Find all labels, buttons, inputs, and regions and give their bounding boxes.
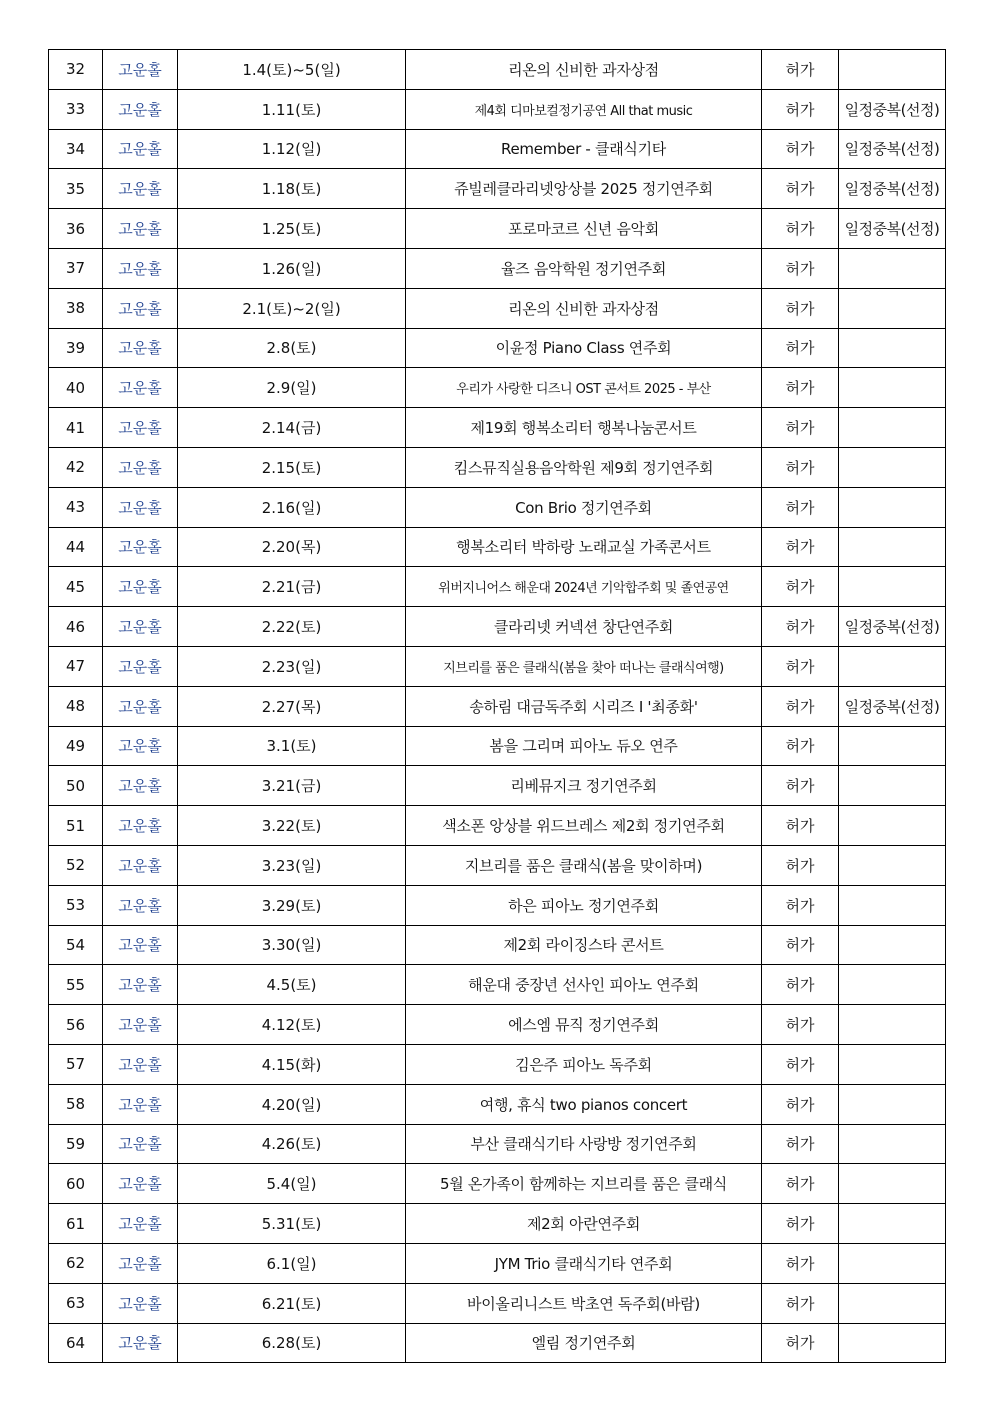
row-number: 34 [49,129,103,169]
row-number: 62 [49,1243,103,1283]
status-cell: 허가 [762,1283,839,1323]
note-cell: 일정중복(선정) [839,169,946,209]
title-cell: 리베뮤지크 정기연주회 [406,766,762,806]
note-cell: 일정중복(선정) [839,89,946,129]
note-cell [839,1283,946,1323]
note-cell [839,1164,946,1204]
date-cell: 2.27(목) [178,686,406,726]
row-number: 54 [49,925,103,965]
table-row [49,965,946,1005]
venue-cell: 고운홀 [103,1005,178,1045]
venue-cell: 고운홀 [103,50,178,90]
table-row [49,447,946,487]
row-number: 64 [49,1323,103,1363]
title-cell: 봄을 그리며 피아노 듀오 연주 [406,726,762,766]
table-row [49,806,946,846]
table-row [49,885,946,925]
title-cell: 제2회 라이징스타 콘서트 [406,925,762,965]
note-cell [839,328,946,368]
venue-cell: 고운홀 [103,1164,178,1204]
table-row [49,328,946,368]
schedule-table [48,49,946,1363]
venue-cell: 고운홀 [103,885,178,925]
status-cell: 허가 [762,368,839,408]
note-cell [839,885,946,925]
venue-cell: 고운홀 [103,447,178,487]
title-cell: 제19회 행복소리터 행복나눔콘서트 [406,408,762,448]
status-cell: 허가 [762,1204,839,1244]
status-cell: 허가 [762,447,839,487]
table-row [49,1124,946,1164]
venue-cell: 고운홀 [103,1243,178,1283]
title-cell: 김은주 피아노 독주회 [406,1044,762,1084]
date-cell: 1.11(토) [178,89,406,129]
table-row [49,368,946,408]
note-cell [839,288,946,328]
row-number: 51 [49,806,103,846]
title-cell: 제4회 디마보컬정기공연 All that music [406,89,762,129]
date-cell: 2.15(토) [178,447,406,487]
table-row [49,1084,946,1124]
date-cell: 3.23(일) [178,845,406,885]
note-cell [839,1084,946,1124]
note-cell [839,1044,946,1084]
row-number: 50 [49,766,103,806]
venue-cell: 고운홀 [103,169,178,209]
row-number: 40 [49,368,103,408]
date-cell: 4.5(토) [178,965,406,1005]
venue-cell: 고운홀 [103,1323,178,1363]
row-number: 39 [49,328,103,368]
status-cell: 허가 [762,686,839,726]
date-cell: 2.9(일) [178,368,406,408]
status-cell: 허가 [762,726,839,766]
date-cell: 1.18(토) [178,169,406,209]
status-cell: 허가 [762,209,839,249]
table-row [49,209,946,249]
date-cell: 4.12(토) [178,1005,406,1045]
table-row [49,1243,946,1283]
row-number: 57 [49,1044,103,1084]
title-cell: 여행, 휴식 two pianos concert [406,1084,762,1124]
venue-cell: 고운홀 [103,845,178,885]
row-number: 32 [49,50,103,90]
row-number: 43 [49,487,103,527]
venue-cell: 고운홀 [103,925,178,965]
date-cell: 4.20(일) [178,1084,406,1124]
row-number: 38 [49,288,103,328]
note-cell [839,1323,946,1363]
note-cell [839,527,946,567]
row-number: 61 [49,1204,103,1244]
date-cell: 2.23(일) [178,646,406,686]
venue-cell: 고운홀 [103,766,178,806]
row-number: 63 [49,1283,103,1323]
title-cell: 송하림 대금독주회 시리즈 I '최종화' [406,686,762,726]
table-row [49,1204,946,1244]
table-row [49,726,946,766]
row-number: 56 [49,1005,103,1045]
note-cell [839,447,946,487]
table-row [49,89,946,129]
status-cell: 허가 [762,527,839,567]
row-number: 45 [49,567,103,607]
note-cell: 일정중복(선정) [839,686,946,726]
title-cell: 5월 온가족이 함께하는 지브리를 품은 클래식 [406,1164,762,1204]
date-cell: 2.1(토)~2(일) [178,288,406,328]
status-cell: 허가 [762,1084,839,1124]
venue-cell: 고운홀 [103,1204,178,1244]
venue-cell: 고운홀 [103,726,178,766]
status-cell: 허가 [762,567,839,607]
row-number: 36 [49,209,103,249]
table-row [49,288,946,328]
title-cell: Con Brio 정기연주회 [406,487,762,527]
title-cell: 이윤정 Piano Class 연주회 [406,328,762,368]
table-row [49,845,946,885]
note-cell [839,646,946,686]
date-cell: 3.21(금) [178,766,406,806]
title-cell: 클라리넷 커넥션 창단연주회 [406,607,762,647]
table-row [49,1283,946,1323]
status-cell: 허가 [762,248,839,288]
status-cell: 허가 [762,169,839,209]
date-cell: 5.31(토) [178,1204,406,1244]
date-cell: 6.21(토) [178,1283,406,1323]
table-row [49,766,946,806]
status-cell: 허가 [762,1044,839,1084]
date-cell: 2.8(토) [178,328,406,368]
row-number: 59 [49,1124,103,1164]
status-cell: 허가 [762,129,839,169]
venue-cell: 고운홀 [103,527,178,567]
table-row [49,607,946,647]
date-cell: 2.22(토) [178,607,406,647]
venue-cell: 고운홀 [103,1084,178,1124]
date-cell: 1.25(토) [178,209,406,249]
title-cell: 우리가 사랑한 디즈니 OST 콘서트 2025 - 부산 [406,368,762,408]
row-number: 48 [49,686,103,726]
row-number: 52 [49,845,103,885]
title-cell: 쥬빌레클라리넷앙상블 2025 정기연주회 [406,169,762,209]
title-cell: 지브리를 품은 클래식(봄을 맞이하며) [406,845,762,885]
status-cell: 허가 [762,965,839,1005]
venue-cell: 고운홀 [103,607,178,647]
table-row [49,487,946,527]
table-row [49,1044,946,1084]
note-cell [839,1124,946,1164]
venue-cell: 고운홀 [103,965,178,1005]
table-row [49,248,946,288]
status-cell: 허가 [762,288,839,328]
venue-cell: 고운홀 [103,1044,178,1084]
note-cell [839,1204,946,1244]
date-cell: 2.21(금) [178,567,406,607]
table-row [49,567,946,607]
venue-cell: 고운홀 [103,89,178,129]
venue-cell: 고운홀 [103,646,178,686]
note-cell: 일정중복(선정) [839,607,946,647]
note-cell [839,845,946,885]
title-cell: 엘림 정기연주회 [406,1323,762,1363]
date-cell: 4.15(화) [178,1044,406,1084]
row-number: 47 [49,646,103,686]
status-cell: 허가 [762,50,839,90]
row-number: 55 [49,965,103,1005]
title-cell: 지브리를 품은 클래식(봄을 찾아 떠나는 클래식여행) [406,646,762,686]
note-cell [839,1005,946,1045]
note-cell [839,567,946,607]
note-cell [839,487,946,527]
date-cell: 2.14(금) [178,408,406,448]
venue-cell: 고운홀 [103,567,178,607]
status-cell: 허가 [762,646,839,686]
row-number: 53 [49,885,103,925]
row-number: 35 [49,169,103,209]
row-number: 37 [49,248,103,288]
row-number: 33 [49,89,103,129]
status-cell: 허가 [762,408,839,448]
status-cell: 허가 [762,1005,839,1045]
table-row [49,686,946,726]
title-cell: 리온의 신비한 과자상점 [406,50,762,90]
venue-cell: 고운홀 [103,408,178,448]
row-number: 41 [49,408,103,448]
venue-cell: 고운홀 [103,209,178,249]
row-number: 44 [49,527,103,567]
title-cell: 킴스뮤직실용음악학원 제9회 정기연주회 [406,447,762,487]
title-cell: 에스엠 뮤직 정기연주회 [406,1005,762,1045]
title-cell: Remember - 클래식기타 [406,129,762,169]
note-cell [839,368,946,408]
venue-cell: 고운홀 [103,1124,178,1164]
venue-cell: 고운홀 [103,129,178,169]
title-cell: 부산 클래식기타 사랑방 정기연주회 [406,1124,762,1164]
status-cell: 허가 [762,607,839,647]
row-number: 58 [49,1084,103,1124]
table-row [49,1164,946,1204]
status-cell: 허가 [762,806,839,846]
status-cell: 허가 [762,845,839,885]
date-cell: 6.28(토) [178,1323,406,1363]
title-cell: 율즈 음악학원 정기연주회 [406,248,762,288]
status-cell: 허가 [762,1243,839,1283]
note-cell [839,248,946,288]
note-cell [839,726,946,766]
note-cell [839,408,946,448]
date-cell: 3.1(토) [178,726,406,766]
title-cell: 위버지니어스 해운대 2024년 기악합주회 및 졸연공연 [406,567,762,607]
status-cell: 허가 [762,1124,839,1164]
status-cell: 허가 [762,89,839,129]
table-row [49,129,946,169]
venue-cell: 고운홀 [103,328,178,368]
venue-cell: 고운홀 [103,686,178,726]
date-cell: 2.16(일) [178,487,406,527]
status-cell: 허가 [762,1323,839,1363]
table-row [49,169,946,209]
note-cell [839,806,946,846]
note-cell [839,1243,946,1283]
table-row [49,1323,946,1363]
date-cell: 3.29(토) [178,885,406,925]
date-cell: 1.4(토)~5(일) [178,50,406,90]
title-cell: 해운대 중장년 선사인 피아노 연주회 [406,965,762,1005]
date-cell: 4.26(토) [178,1124,406,1164]
title-cell: 색소폰 앙상블 위드브레스 제2회 정기연주회 [406,806,762,846]
title-cell: 하은 피아노 정기연주회 [406,885,762,925]
status-cell: 허가 [762,1164,839,1204]
date-cell: 6.1(일) [178,1243,406,1283]
note-cell: 일정중복(선정) [839,129,946,169]
note-cell [839,766,946,806]
venue-cell: 고운홀 [103,288,178,328]
date-cell: 3.30(일) [178,925,406,965]
status-cell: 허가 [762,328,839,368]
table-row [49,1005,946,1045]
table-row [49,408,946,448]
title-cell: 포로마코르 신년 음악회 [406,209,762,249]
venue-cell: 고운홀 [103,487,178,527]
venue-cell: 고운홀 [103,806,178,846]
date-cell: 3.22(토) [178,806,406,846]
title-cell: 제2회 아란연주회 [406,1204,762,1244]
note-cell: 일정중복(선정) [839,209,946,249]
status-cell: 허가 [762,925,839,965]
table-row [49,527,946,567]
table-row [49,646,946,686]
table-row [49,925,946,965]
date-cell: 1.26(일) [178,248,406,288]
row-number: 49 [49,726,103,766]
row-number: 60 [49,1164,103,1204]
date-cell: 2.20(목) [178,527,406,567]
venue-cell: 고운홀 [103,248,178,288]
venue-cell: 고운홀 [103,1283,178,1323]
status-cell: 허가 [762,766,839,806]
note-cell [839,925,946,965]
note-cell [839,50,946,90]
date-cell: 1.12(일) [178,129,406,169]
title-cell: 바이올리니스트 박초연 독주회(바람) [406,1283,762,1323]
venue-cell: 고운홀 [103,368,178,408]
table-row [49,50,946,90]
title-cell: 행복소리터 박하랑 노래교실 가족콘서트 [406,527,762,567]
status-cell: 허가 [762,885,839,925]
date-cell: 5.4(일) [178,1164,406,1204]
title-cell: JYM Trio 클래식기타 연주회 [406,1243,762,1283]
note-cell [839,965,946,1005]
status-cell: 허가 [762,487,839,527]
row-number: 46 [49,607,103,647]
title-cell: 리온의 신비한 과자상점 [406,288,762,328]
row-number: 42 [49,447,103,487]
